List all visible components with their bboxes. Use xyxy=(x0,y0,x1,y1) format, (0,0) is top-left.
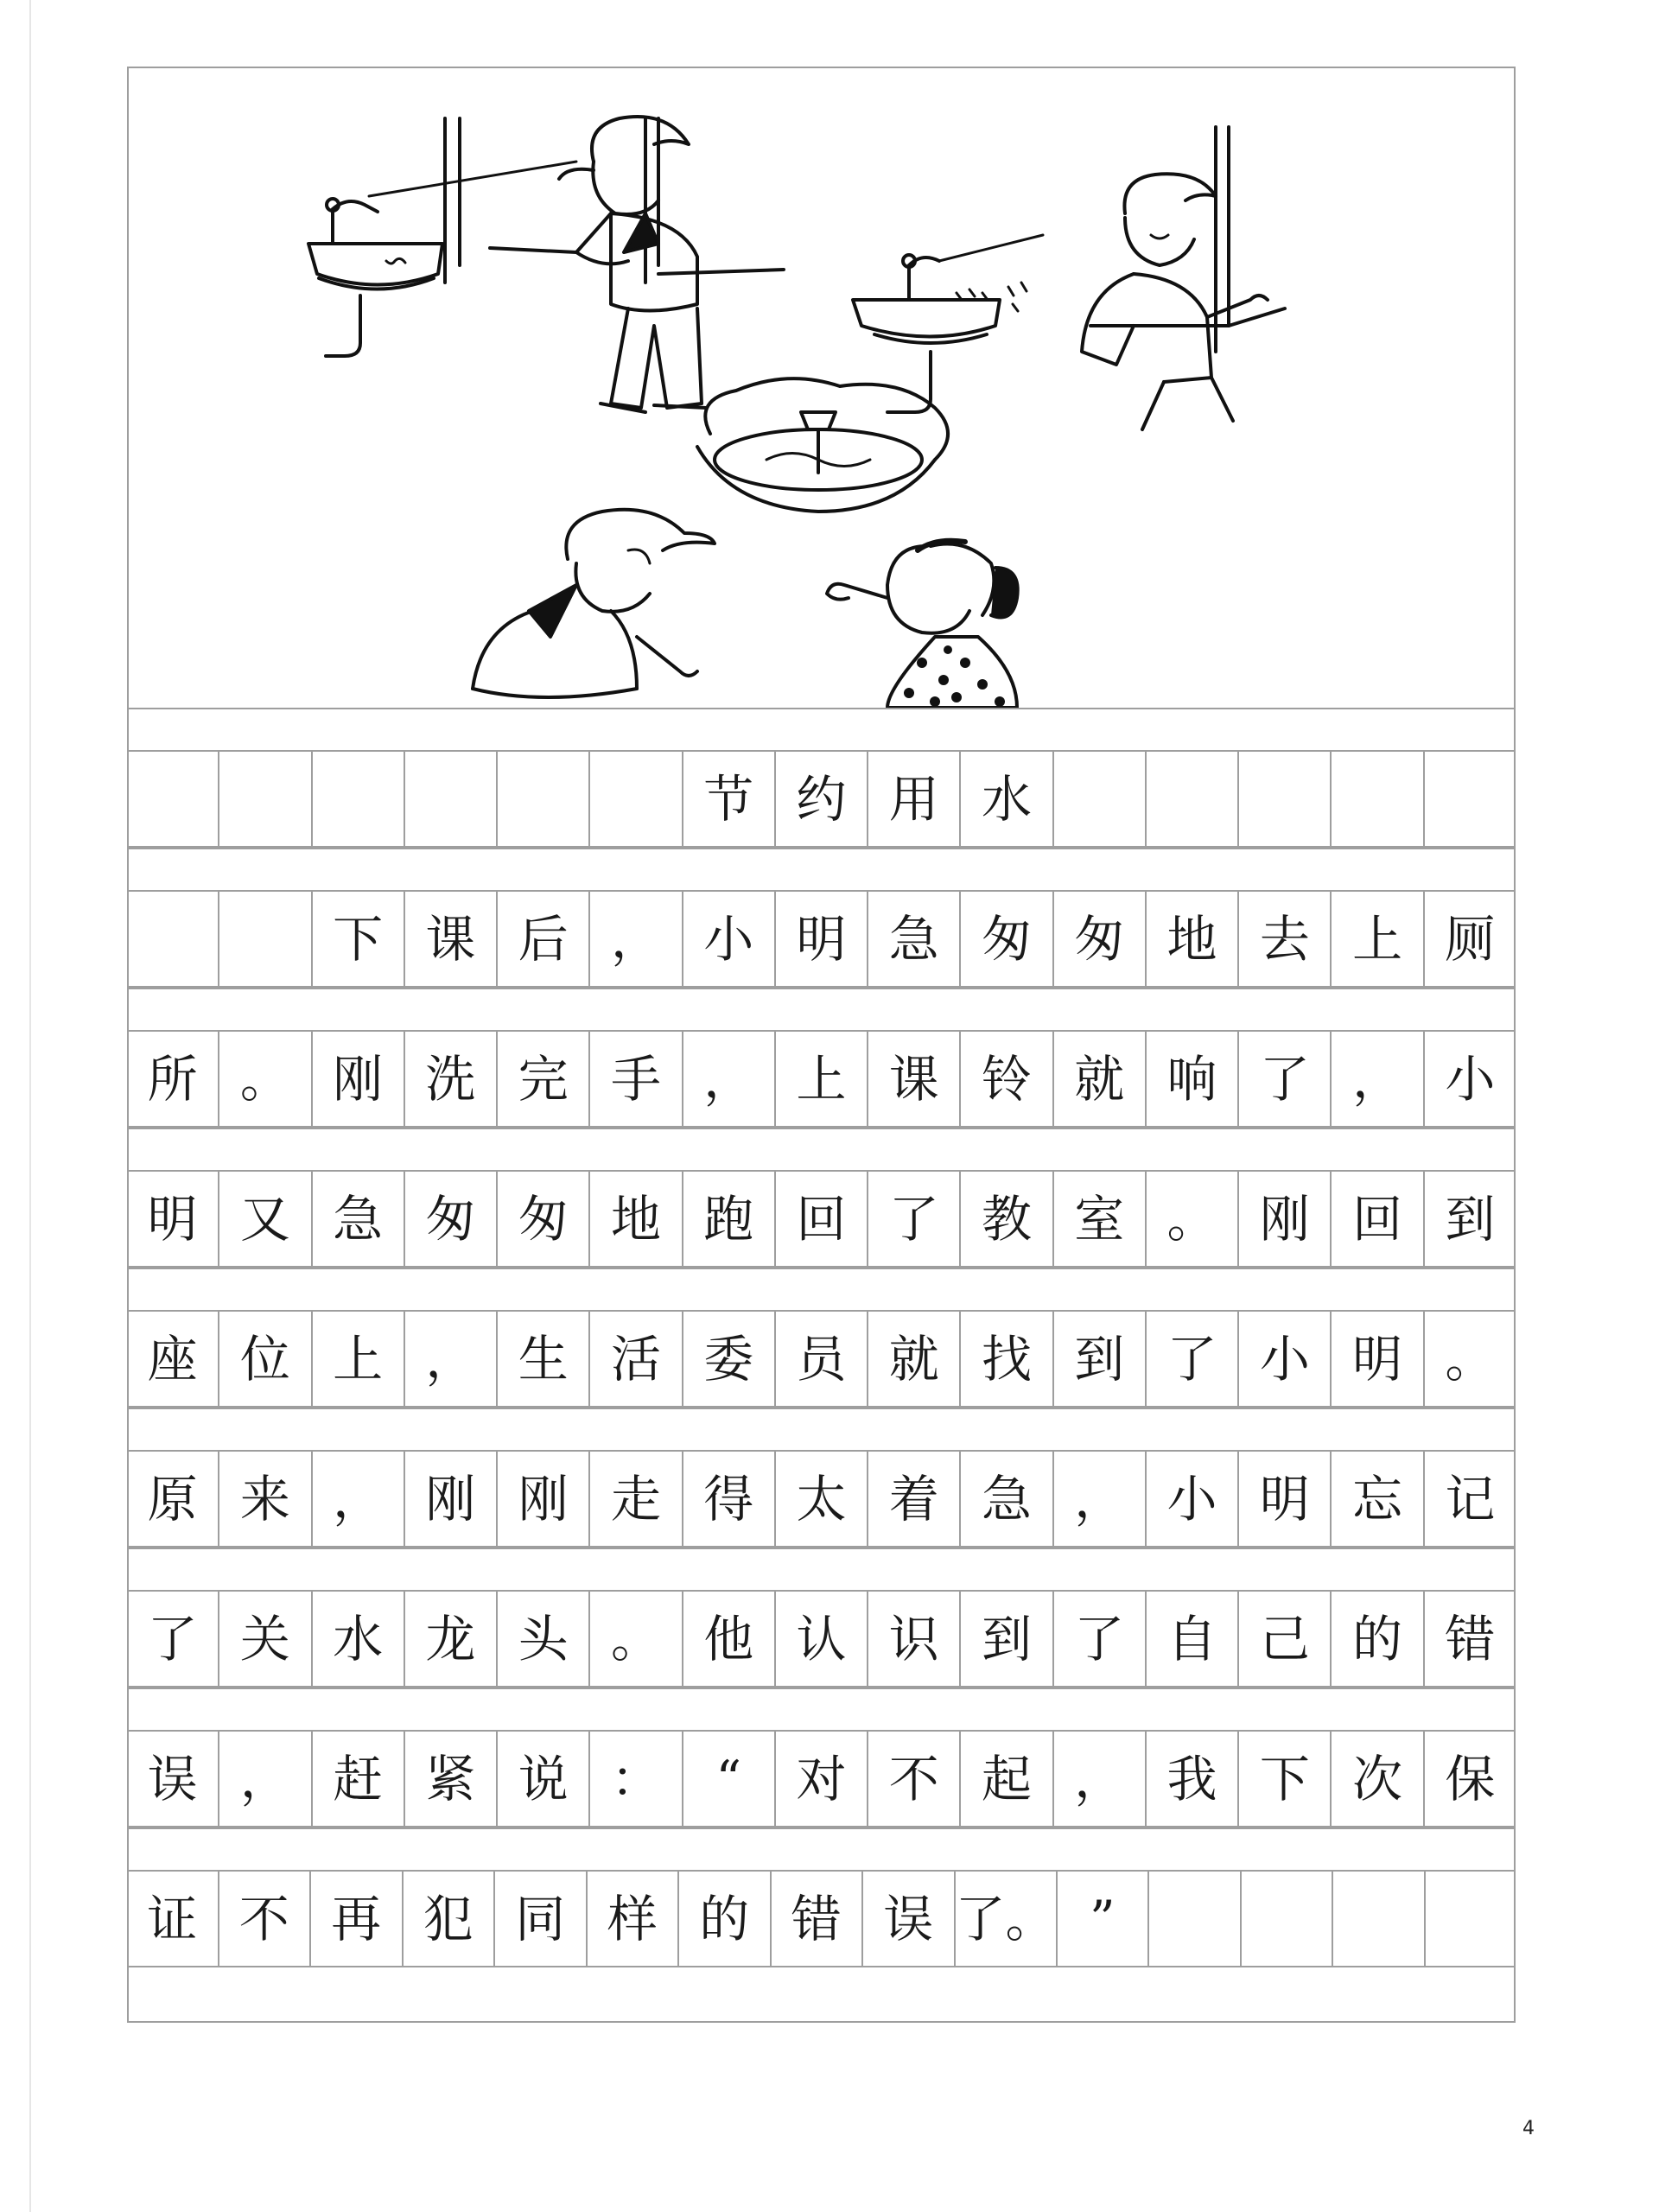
grid-cell: ， xyxy=(1054,1452,1147,1546)
grid-cell: 的 xyxy=(679,1872,772,1966)
grid-cell: ， xyxy=(313,1452,405,1546)
grid-cell: 急 xyxy=(868,892,961,986)
grid-cell: 犯 xyxy=(404,1872,496,1966)
grid-cell: 对 xyxy=(776,1732,868,1826)
row-spacer xyxy=(127,1128,1516,1170)
grid-cell xyxy=(590,752,683,846)
grid-cell: 急 xyxy=(313,1172,405,1266)
grid-cell: 明 xyxy=(776,892,868,986)
grid-cell: 回 xyxy=(776,1172,868,1266)
grid-cell: 上 xyxy=(1332,892,1424,986)
grid-cell: 节 xyxy=(683,752,776,846)
grid-cell: 我 xyxy=(1147,1732,1239,1826)
grid-cell xyxy=(127,892,219,986)
grid-cell xyxy=(1333,1872,1426,1966)
grid-cell: 样 xyxy=(588,1872,680,1966)
grid-cell: 刚 xyxy=(313,1032,405,1126)
grid-cell: 误 xyxy=(863,1872,956,1966)
grid-cell: 又 xyxy=(219,1172,312,1266)
grid-cell: ， xyxy=(1332,1032,1424,1126)
grid-cell: 了 xyxy=(868,1172,961,1266)
grid-cell: 刚 xyxy=(1239,1172,1332,1266)
grid-cell: 了 xyxy=(1147,1312,1239,1406)
grid-cell: 小 xyxy=(1147,1452,1239,1546)
grid-cell: 关 xyxy=(219,1592,312,1686)
grid-cell: 刚 xyxy=(405,1452,498,1546)
grid-cell: 座 xyxy=(127,1312,219,1406)
grid-cell xyxy=(127,752,219,846)
grid-cell: 忘 xyxy=(1332,1452,1424,1546)
text-row xyxy=(127,1310,1516,1408)
grid-cell: 。 xyxy=(590,1592,683,1686)
grid-cell: 地 xyxy=(1147,892,1239,986)
row-spacer xyxy=(127,1967,1516,2019)
grid-cell: 生 xyxy=(498,1312,590,1406)
grid-cell: 不 xyxy=(868,1732,961,1826)
row-spacer xyxy=(127,1268,1516,1310)
grid-cell xyxy=(1332,752,1424,846)
grid-cell xyxy=(1147,752,1239,846)
grid-cell xyxy=(1242,1872,1334,1966)
grid-cell: 的 xyxy=(1332,1592,1424,1686)
grid-cell: 找 xyxy=(961,1312,1053,1406)
illustration-panel xyxy=(127,67,1516,708)
grid-cell: 。 xyxy=(219,1032,312,1126)
grid-cell: 匆 xyxy=(1054,892,1147,986)
grid-cell: 得 xyxy=(683,1452,776,1546)
grid-cell: ， xyxy=(1054,1732,1147,1826)
grid-cell: 同 xyxy=(495,1872,588,1966)
grid-cell: 记 xyxy=(1445,1469,1496,1529)
grid-cell: 匆 xyxy=(961,892,1053,986)
grid-cell: 跑 xyxy=(683,1172,776,1266)
text-row xyxy=(127,1170,1516,1268)
grid-cell: 回 xyxy=(1332,1172,1424,1266)
grid-cell: 洗 xyxy=(405,1032,498,1126)
grid-cell: ， xyxy=(219,1732,312,1826)
page-number: 4 xyxy=(1522,2118,1535,2139)
grid-cell: 课 xyxy=(868,1032,961,1126)
grid-cell: 误 xyxy=(127,1732,219,1826)
grid-cell: 上 xyxy=(313,1312,405,1406)
grid-cell: 次 xyxy=(1332,1732,1424,1826)
grid-cell: 上 xyxy=(776,1032,868,1126)
grid-cell: 保 xyxy=(1445,1749,1496,1808)
grid-cell: 员 xyxy=(776,1312,868,1406)
page-edge-line xyxy=(29,0,31,2212)
grid-cell: 响 xyxy=(1147,1032,1239,1126)
grid-cell: 急 xyxy=(961,1452,1053,1546)
row-spacer xyxy=(127,1408,1516,1450)
grid-cell: 了 xyxy=(127,1592,219,1686)
grid-cell: 活 xyxy=(590,1312,683,1406)
text-row xyxy=(127,1030,1516,1128)
grid-cell: 下 xyxy=(1239,1732,1332,1826)
grid-cell: ： xyxy=(590,1732,683,1826)
grid-cell: 着 xyxy=(868,1452,961,1546)
grid-cell xyxy=(219,892,312,986)
grid-cell: 小 xyxy=(1239,1312,1332,1406)
grid-cell xyxy=(1239,752,1332,846)
grid-cell: 不 xyxy=(219,1872,312,1966)
row-spacer xyxy=(127,1548,1516,1590)
grid-cell: 室 xyxy=(1054,1172,1147,1266)
text-row xyxy=(127,1730,1516,1827)
grid-cell: 紧 xyxy=(405,1732,498,1826)
grid-cell xyxy=(405,752,498,846)
grid-cell: “ xyxy=(683,1732,776,1826)
grid-cell: 用 xyxy=(868,752,961,846)
grid-cell: 说 xyxy=(498,1732,590,1826)
grid-cell: 刚 xyxy=(498,1452,590,1546)
grid-cell xyxy=(313,752,405,846)
grid-cell: 后 xyxy=(498,892,590,986)
row-spacer xyxy=(127,848,1516,890)
row-spacer xyxy=(127,1827,1516,1870)
text-row xyxy=(127,890,1516,988)
grid-cell: 水 xyxy=(961,752,1053,846)
grid-cell xyxy=(219,752,312,846)
grid-cell: 头 xyxy=(498,1592,590,1686)
grid-cell xyxy=(498,752,590,846)
water-saving-comic-icon xyxy=(127,67,1516,708)
grid-cell: 厕 xyxy=(1445,909,1496,969)
grid-cell: 来 xyxy=(219,1452,312,1546)
grid-cell: 铃 xyxy=(961,1032,1053,1126)
grid-cell: ” xyxy=(1058,1872,1150,1966)
grid-cell: 匆 xyxy=(498,1172,590,1266)
grid-cell: 走 xyxy=(590,1452,683,1546)
grid-cell: 龙 xyxy=(405,1592,498,1686)
grid-cell: 课 xyxy=(405,892,498,986)
grid-cell: ， xyxy=(590,892,683,986)
grid-cell: 到 xyxy=(961,1592,1053,1686)
grid-cell xyxy=(1149,1872,1242,1966)
grid-cell: 明 xyxy=(127,1172,219,1266)
grid-cell: 教 xyxy=(961,1172,1053,1266)
grid-cell: 匆 xyxy=(405,1172,498,1266)
grid-cell: 错 xyxy=(772,1872,864,1966)
grid-cell: 了 xyxy=(1239,1032,1332,1126)
grid-cell: 就 xyxy=(868,1312,961,1406)
grid-cell: 证 xyxy=(127,1872,219,1966)
grid-cell: ， xyxy=(683,1032,776,1126)
text-row xyxy=(127,1450,1516,1548)
grid-cell: 到 xyxy=(1445,1189,1496,1249)
row-spacer xyxy=(127,988,1516,1030)
grid-cell: 小 xyxy=(683,892,776,986)
grid-cell: 太 xyxy=(776,1452,868,1546)
boy-washing-hands-scene xyxy=(308,117,784,412)
grid-cell: 完 xyxy=(498,1032,590,1126)
grid-cell: 明 xyxy=(1332,1312,1424,1406)
overflowing-sink-scene xyxy=(473,378,1018,708)
grid-cell: 去 xyxy=(1239,892,1332,986)
grid-cell: 己 xyxy=(1239,1592,1332,1686)
text-row xyxy=(127,1590,1516,1688)
boy-leaving-tap-running-scene xyxy=(853,127,1285,429)
grid-cell xyxy=(1426,1872,1516,1966)
grid-cell: 识 xyxy=(868,1592,961,1686)
grid-cell: 自 xyxy=(1147,1592,1239,1686)
grid-cell: 就 xyxy=(1054,1032,1147,1126)
grid-cell: 了。 xyxy=(956,1872,1058,1966)
row-spacer xyxy=(127,1688,1516,1730)
grid-cell: 赶 xyxy=(313,1732,405,1826)
grid-cell: 手 xyxy=(590,1032,683,1126)
grid-cell: 所 xyxy=(127,1032,219,1126)
grid-cell: 小 xyxy=(1445,1049,1496,1109)
grid-cell: 下 xyxy=(313,892,405,986)
grid-cell: 位 xyxy=(219,1312,312,1406)
grid-cell: 。 xyxy=(1147,1172,1239,1266)
grid-cell: 约 xyxy=(776,752,868,846)
grid-cell: 到 xyxy=(1054,1312,1147,1406)
grid-cell: 再 xyxy=(311,1872,404,1966)
grid-cell: 水 xyxy=(313,1592,405,1686)
grid-cell: 明 xyxy=(1239,1452,1332,1546)
grid-cell: ， xyxy=(405,1312,498,1406)
grid-cell: 起 xyxy=(961,1732,1053,1826)
composition-grid xyxy=(127,708,1516,2023)
grid-cell: 委 xyxy=(683,1312,776,1406)
grid-cell: 原 xyxy=(127,1452,219,1546)
grid-cell: 认 xyxy=(776,1592,868,1686)
grid-cell: 地 xyxy=(590,1172,683,1266)
row-spacer xyxy=(127,708,1516,750)
title-row xyxy=(127,750,1516,848)
grid-cell xyxy=(1054,752,1147,846)
text-row xyxy=(127,1870,1516,1967)
grid-cell: 他 xyxy=(683,1592,776,1686)
grid-cell: 错 xyxy=(1445,1609,1496,1669)
grid-cell: 。 xyxy=(1445,1329,1496,1389)
grid-cell xyxy=(1425,752,1516,846)
grid-cell: 了 xyxy=(1054,1592,1147,1686)
